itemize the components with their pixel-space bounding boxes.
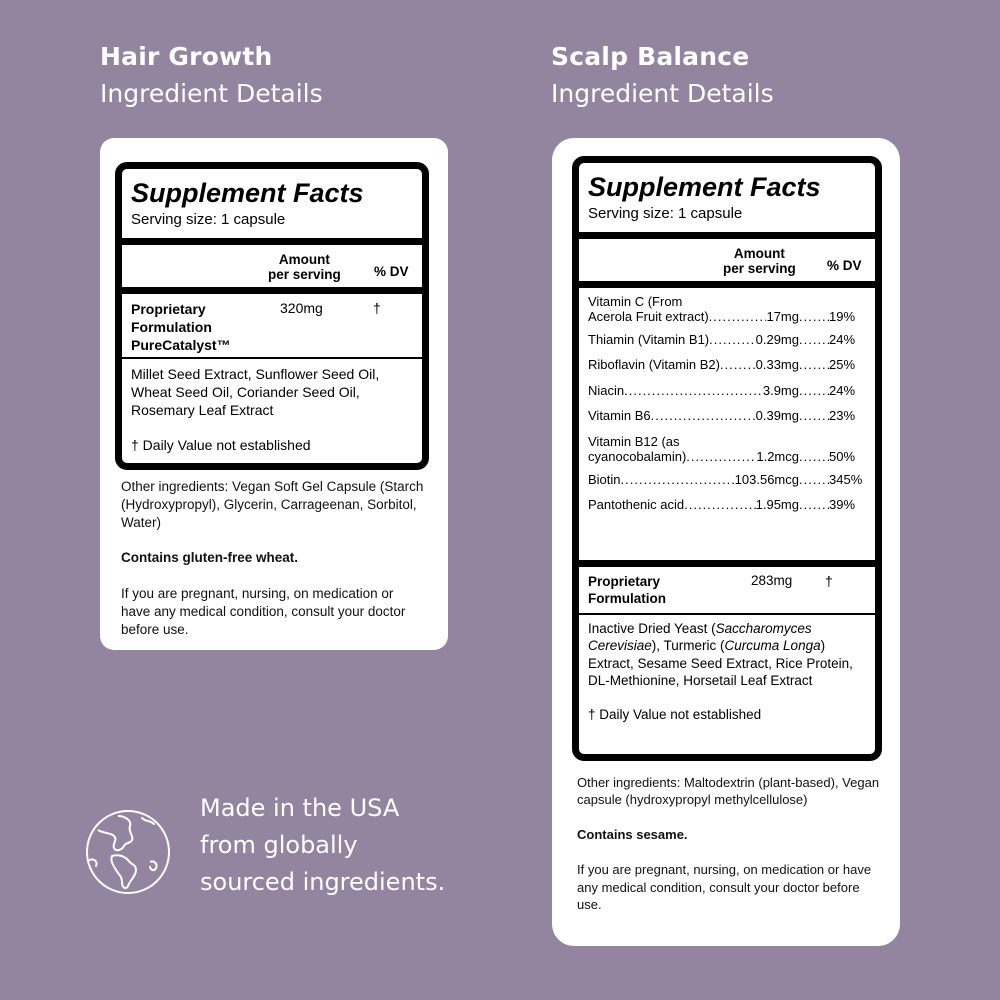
vitamin-dv: 19% (829, 308, 856, 324)
vitamin-row (588, 332, 867, 358)
amount-per-serving-header: Amount per serving (723, 245, 796, 277)
vitamin-dv: 50% (829, 448, 856, 464)
vitamin-amount: 103.56mcg (734, 471, 799, 487)
hair-growth-heading (100, 42, 323, 108)
globe-icon (84, 808, 172, 896)
scalp-balance-title: Scalp Balance (551, 42, 750, 71)
vitamin-amount: 0.33mg (755, 357, 799, 373)
vitamin-name: Thiamin (Vitamin B1) (588, 331, 710, 347)
label-footer (577, 774, 882, 931)
vitamin-name: cyanocobalamin) (588, 448, 687, 464)
scalp-balance-card (552, 138, 900, 946)
vitamin-row (588, 434, 867, 472)
column-headers (579, 239, 875, 281)
proprietary-name: Proprietary Formulation (588, 573, 666, 607)
vitamin-row (588, 472, 867, 498)
proprietary-dv: † (825, 572, 833, 589)
vitamin-amount: 0.29mg (755, 331, 799, 347)
warning-text: If you are pregnant, nursing, on medication or have any medical condition, consult your doctor before use. (577, 862, 872, 912)
vitamin-amount: 1.2mcg (756, 448, 799, 464)
warning-text: If you are pregnant, nursing, on medication or have any medical condition, consult your doctor before use. (121, 586, 406, 637)
vitamin-name: Vitamin B6 (588, 408, 651, 424)
supplement-facts-label (572, 156, 882, 761)
vitamin-row (588, 497, 867, 523)
supplement-facts-heading: Supplement Facts (588, 172, 821, 202)
vitamin-name: Acerola Fruit extract) (588, 308, 709, 324)
vitamin-amount: 1.95mg (755, 497, 799, 513)
divider (579, 281, 875, 288)
serving-size: Serving size: 1 capsule (131, 210, 286, 228)
vitamin-name: Pantothenic acid (588, 497, 685, 513)
proprietary-amount: 320mg (280, 299, 323, 316)
hair-growth-card (100, 138, 448, 650)
vitamin-dv: 25% (829, 357, 856, 373)
proprietary-amount: 283mg (751, 572, 793, 588)
other-ingredients: Other ingredients: Maltodextrin (plant-based), Vegan capsule (hydroxypropyl methylcellulose) (577, 775, 880, 808)
vitamin-row (588, 383, 867, 409)
vitamin-name: Niacin (588, 382, 625, 398)
vitamin-dv: 23% (829, 408, 856, 424)
origin-line-3: sourced ingredients. (200, 868, 446, 897)
vitamin-dv: 39% (829, 497, 856, 513)
origin-line-1: Made in the USA (200, 794, 400, 822)
proprietary-ingredients: Millet Seed Extract, Sunflower Seed Oil, Wheat Seed Oil, Coriander Seed Oil, Rosemary Leaf Extract (131, 365, 380, 419)
allergen-statement: Contains gluten-free wheat. (121, 550, 299, 566)
vitamin-amount: 17mg (766, 308, 799, 324)
amount-per-serving-header: Amount per serving (268, 251, 341, 283)
proprietary-name: Proprietary Formulation PureCatalyst™ (131, 300, 231, 354)
scalp-balance-subtitle: Ingredient Details (551, 79, 774, 108)
allergen-statement: Contains sesame. (577, 827, 688, 843)
vitamin-name: Riboflavin (Vitamin B2) (588, 357, 720, 373)
proprietary-ingredients: Inactive Dried Yeast (Saccharomyces Cerevisiae), Turmeric (Curcuma Longa) Extract, Sesame Seed Extract, Rice Protein, DL-Methionine, Horsetail Leaf Extract (588, 620, 853, 689)
vitamin-dv: 345% (829, 471, 863, 487)
proprietary-row (579, 567, 875, 613)
dv-note: † Daily Value not established (588, 706, 762, 722)
proprietary-dv: † (373, 299, 381, 316)
vitamin-dv: 24% (829, 382, 856, 398)
vitamin-row (588, 408, 867, 434)
vitamin-amount: 3.9mg (762, 382, 799, 398)
divider (579, 232, 875, 239)
vitamin-name: Biotin (588, 471, 621, 487)
hair-growth-title: Hair Growth (100, 42, 273, 71)
other-ingredients: Other ingredients: Vegan Soft Gel Capsule (Starch (Hydroxypropyl), Glycerin, Carrageenan, Sorbitol, Water) (121, 479, 424, 530)
serving-size: Serving size: 1 capsule (588, 204, 743, 222)
divider (122, 238, 422, 245)
vitamin-amount: 0.39mg (755, 408, 799, 424)
origin-statement (200, 790, 445, 902)
vitamin-dv: 24% (829, 331, 856, 347)
dv-header: % DV (827, 257, 862, 273)
vitamin-row (588, 294, 867, 332)
scalp-balance-heading (551, 42, 774, 108)
origin-line-2: from globally (200, 831, 358, 860)
vitamin-name: Vitamin C (From (588, 293, 683, 309)
divider (122, 287, 422, 294)
dv-header: % DV (374, 263, 409, 279)
hair-growth-subtitle: Ingredient Details (100, 79, 323, 108)
column-headers (122, 245, 422, 287)
vitamin-row (588, 357, 867, 383)
label-footer (121, 478, 426, 657)
vitamin-name: Vitamin B12 (as (588, 433, 680, 449)
proprietary-row (122, 294, 422, 357)
vitamin-list (579, 288, 875, 560)
supplement-facts-label (115, 162, 429, 470)
divider (579, 560, 875, 567)
dv-note: † Daily Value not established (131, 437, 311, 454)
supplement-facts-heading: Supplement Facts (131, 178, 364, 208)
